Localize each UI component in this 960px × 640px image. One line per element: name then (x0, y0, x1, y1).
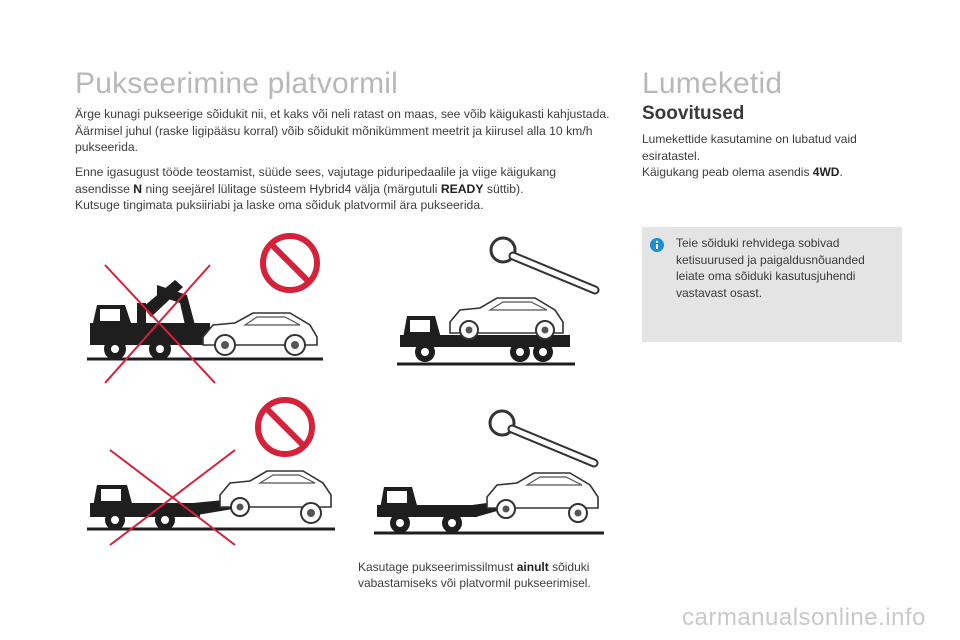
gear-position-4wd: 4WD (812, 165, 840, 179)
prohibited-sign-icon (258, 400, 312, 454)
car (487, 473, 598, 522)
paragraph-towing-warning: Ärge kunagi pukseerige sõidukit nii, et kaks või neli ratast on maas, see võib käigukasti kahjustada. Äärmisel juhul (raske ligipääsu korral) võib sõidukit mõnikümment meetrit ja kiirusel alla 10 km/h pukseerida. (75, 107, 610, 154)
instruction-line-2: asendisse N ning seejärel lülitage süsteem Hybrid4 välja (märgutuli READY süttib). (75, 181, 524, 196)
prohibited-sign-icon (263, 236, 317, 290)
section-title-snow-chains: Lumeketid (642, 67, 783, 100)
car (203, 313, 317, 355)
towing-eye-caption: Kasutage pukseerimissilmust ainult sõiduki vabastamiseks või platvormil pukseerimisel. (358, 560, 591, 590)
car (220, 471, 331, 523)
illustration-towing-eye-tow (372, 405, 607, 545)
illustration-forbidden-tow-lift (85, 225, 335, 385)
ready-indicator-label: READY (440, 181, 484, 196)
paragraph-towing-instructions (75, 164, 635, 214)
snow-chains-paragraph-2: Käigukang peab olema asendis 4WD. (642, 165, 843, 179)
illustration-flatbed-tow (395, 230, 605, 370)
info-icon (650, 238, 664, 252)
instruction-line-3: Kutsuge tingimata puksiiriabi ja laske oma sõiduk platvormil ära pukseerida. (75, 198, 484, 212)
snow-chains-text (642, 131, 892, 181)
instruction-line-1: Enne igasugust tööde teostamist, süüde sees, vajutage piduripedaalile ja viige käigukang (75, 165, 557, 179)
info-text: Teie sõiduki rehvidega sobivad ketisuurused ja paigaldusnõuanded leiate oma sõiduki kasutusjuhendi vastavast osast. (676, 236, 865, 300)
section-subtitle: Soovitused (642, 103, 745, 124)
watermark: carmanualsonline.info (682, 604, 926, 631)
tow-truck (90, 280, 210, 360)
illustration-forbidden-partial-tow (85, 395, 345, 550)
info-box (642, 227, 902, 342)
towing-eye-icon (490, 411, 594, 463)
page-title: Pukseerimine platvormil (75, 67, 399, 100)
towing-eye-icon (491, 238, 595, 290)
snow-chains-paragraph-1: Lumekettide kasutamine on lubatud vaid esiratastel. (642, 132, 857, 163)
car (450, 298, 563, 339)
tow-truck (377, 487, 504, 533)
gear-position-n: N (133, 181, 143, 196)
